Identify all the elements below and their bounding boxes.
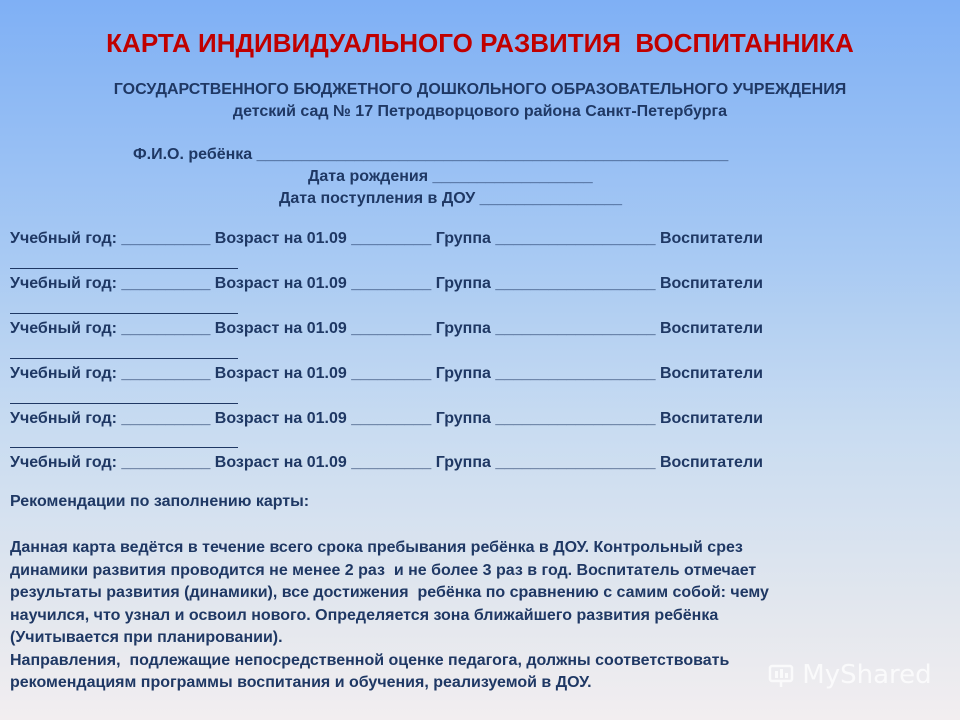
presentation-icon xyxy=(768,663,794,689)
educators-blank xyxy=(10,268,238,269)
recommendation-line: рекомендациям программы воспитания и обучения, реализуемой в ДОУ. xyxy=(10,674,592,691)
recommendation-line: результаты развития (динамики), все достижения ребёнка по сравнению с самим собой: чему xyxy=(10,584,769,601)
academic-year-row: Учебный год: __________ Возраст на 01.09 _________ Группа __________________ Воспитатели xyxy=(10,320,763,337)
academic-year-row: Учебный год: __________ Возраст на 01.09 _________ Группа __________________ Воспитатели xyxy=(10,275,763,292)
academic-year-row: Учебный год: __________ Возраст на 01.09 _________ Группа __________________ Воспитатели xyxy=(10,410,763,427)
educators-blank xyxy=(10,358,238,359)
academic-year-row: Учебный год: __________ Возраст на 01.09 _________ Группа __________________ Воспитатели xyxy=(10,454,763,471)
recommendations-title: Рекомендации по заполнению карты: xyxy=(10,493,310,510)
institution-subtitle: детский сад № 17 Петродворцового района Санкт-Петербурга xyxy=(232,103,728,120)
recommendation-line: Данная карта ведётся в течение всего срока пребывания ребёнка в ДОУ. Контрольный срез xyxy=(10,539,743,556)
birth-date-field: Дата рождения __________________ xyxy=(308,168,593,185)
recommendation-line: динамики развития проводится не менее 2 раз и не более 3 раз в год. Воспитатель отмечает xyxy=(10,562,757,579)
recommendation-line: научился, что узнал и освоил нового. Определяется зона ближайшего развития ребёнка xyxy=(10,607,719,624)
watermark xyxy=(768,660,932,690)
educators-blank xyxy=(10,403,238,404)
recommendation-line: Направления, подлежащие непосредственной оценке педагога, должны соответствовать xyxy=(10,652,730,669)
educators-blank xyxy=(10,313,238,314)
recommendation-line: (Учитывается при планировании). xyxy=(10,629,283,646)
watermark-text: MyShared xyxy=(802,660,932,690)
fio-field: Ф.И.О. ребёнка _____________________________________________________ xyxy=(133,146,729,163)
page-title: КАРТА ИНДИВИДУАЛЬНОГО РАЗВИТИЯ ВОСПИТАННИКА xyxy=(106,28,854,58)
institution-name: ГОСУДАРСТВЕННОГО БЮДЖЕТНОГО ДОШКОЛЬНОГО ОБРАЗОВАТЕЛЬНОГО УЧРЕЖДЕНИЯ xyxy=(113,81,847,98)
academic-year-row: Учебный год: __________ Возраст на 01.09 _________ Группа __________________ Воспитатели xyxy=(10,230,763,247)
admission-date-field: Дата поступления в ДОУ ________________ xyxy=(279,190,623,207)
educators-blank xyxy=(10,447,238,448)
academic-year-row: Учебный год: __________ Возраст на 01.09 _________ Группа __________________ Воспитатели xyxy=(10,365,763,382)
